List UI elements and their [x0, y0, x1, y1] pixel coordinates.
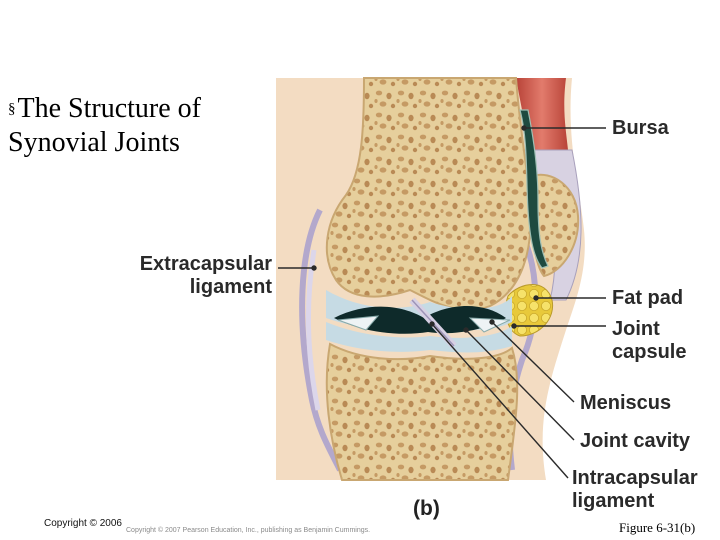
- label-intracapsular-line-2: ligament: [572, 490, 655, 512]
- label-extracapsular-line-1: Extracapsular: [139, 253, 272, 275]
- label-joint-capsule: [612, 318, 686, 364]
- label-meniscus: Meniscus: [580, 392, 672, 414]
- label-joint-capsule-line-1: Joint: [612, 318, 660, 340]
- label-bursa: Bursa: [612, 117, 669, 139]
- label-intracapsular-line-1: Intracapsular: [572, 467, 698, 489]
- title-bullet: §: [8, 101, 16, 117]
- figure-reference: Figure 6-31(b): [619, 520, 696, 535]
- label-joint-cavity: Joint cavity: [580, 430, 691, 452]
- label-fat-pad: Fat pad: [612, 287, 684, 309]
- copyright-notice: Copyright © 2006: [44, 518, 122, 529]
- label-extracapsular-ligament: [110, 253, 272, 299]
- tibia: [327, 344, 517, 480]
- title-line-1: The Structure of: [17, 93, 201, 124]
- label-extracapsular-line-2: ligament: [189, 276, 272, 298]
- publisher-credit: Copyright © 2007 Pearson Education, Inc., publishing as Benjamin Cummings.: [126, 527, 371, 534]
- panel-letter: (b): [413, 497, 440, 520]
- label-intracapsular-ligament: [572, 467, 698, 513]
- label-joint-capsule-line-2: capsule: [612, 341, 687, 363]
- title-line-2: Synovial Joints: [8, 127, 180, 158]
